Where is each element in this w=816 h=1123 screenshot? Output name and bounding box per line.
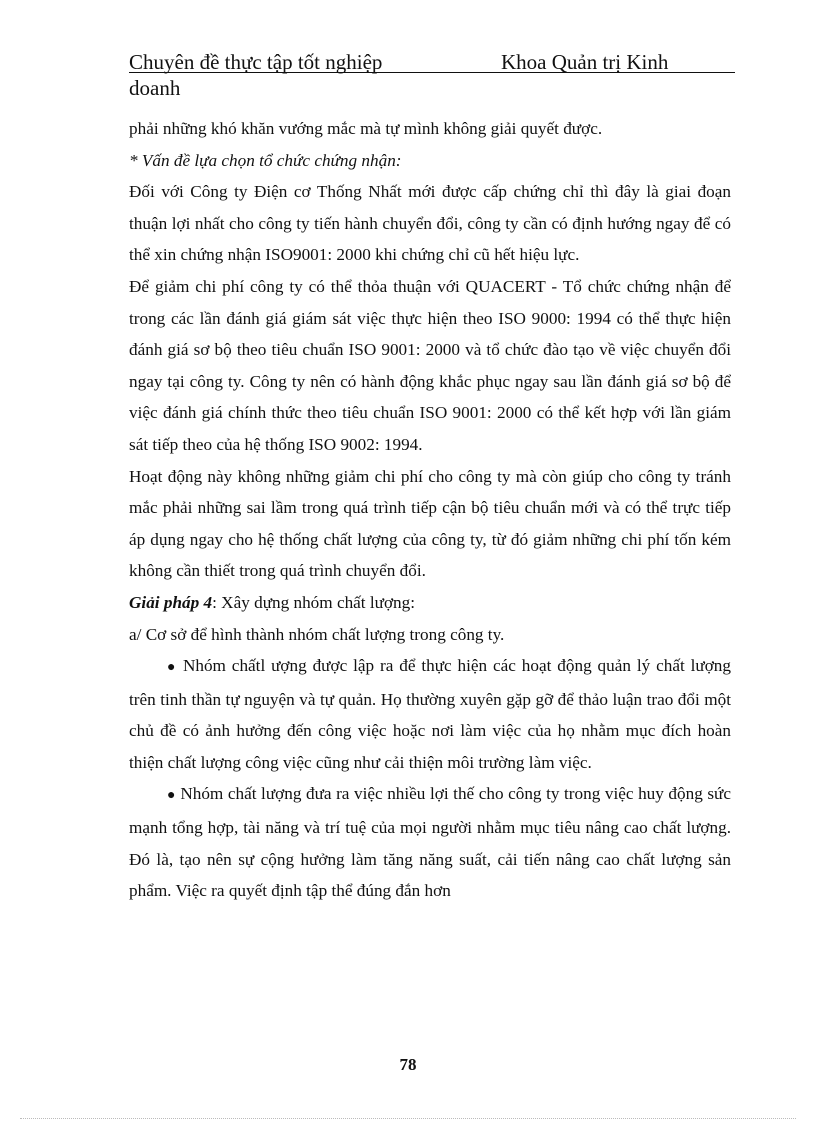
bullet-text: Nhóm chấtl ượng được lập ra để thực hiện các hoạt động quản lý chất lượng trên tinh thần tự nguyện và tự quản. Họ thường xuyên gặp gỡ để thảo luận trao đổi một chủ đề có ảnh hưởng đến công việc hoặc nơi làm việc của họ nhằm mục đích hoàn thiện chất lượng công việc cũng như cải thiện môi trường làm việc. — [129, 656, 731, 772]
paragraph: Đối với Công ty Điện cơ Thống Nhất mới được cấp chứng chỉ thì đây là giai đoạn thuận lợi nhất cho công ty tiến hành chuyển đổi, công ty cần có định hướng ngay để có thể xin chứng nhận ISO9001: 2000 khi chứng chỉ cũ hết hiệu lực. — [129, 182, 731, 265]
section-heading: * Vấn đề lựa chọn tổ chức chứng nhận: — [129, 150, 402, 170]
page-number: 78 — [399, 1055, 417, 1074]
bullet-icon: ● — [167, 660, 178, 676]
solution-text: : Xây dựng nhóm chất lượng: — [212, 592, 416, 612]
bullet-item — [129, 778, 731, 906]
document-body — [129, 113, 731, 907]
header-continuation: doanh — [129, 76, 181, 100]
header-title-right: Khoa Quản trị Kinh — [501, 50, 669, 74]
bullet-text: Nhóm chất lượng đưa ra việc nhiều lợi thế cho công ty trong việc huy động sức mạnh tổng hợp, tài năng và trí tuệ của mọi người nhằm mục tiêu nâng cao chất lượng. Đó là, tạo nên sự cộng hưởng làm tăng năng suất, cải tiến nâng cao chất lượng sản phẩm. Việc ra quyết định tập thể đúng đắn hơn — [129, 784, 732, 901]
header-underline — [129, 72, 735, 73]
paragraph: Để giảm chi phí công ty có thể thỏa thuận với QUACERT - Tổ chức chứng nhận để trong các lần đánh giá giám sát việc thực hiện theo ISO 9000: 1994 có thể thực hiện đánh giá sơ bộ theo tiêu chuẩn ISO 9001: 2000 và tổ chức đào tạo về việc chuyển đổi ngay tại công ty. Công ty nên có hành động khắc phục ngay sau lần đánh giá sơ bộ để việc đánh giá chính thức theo tiêu chuẩn ISO 9001: 2000 có thể kết hợp với lần giám sát tiếp theo của hệ thống ISO 9002: 1994. — [129, 276, 731, 454]
page-header — [129, 50, 735, 100]
solution-label: Giải pháp 4 — [129, 592, 213, 612]
subheading: a/ Cơ sở để hình thành nhóm chất lượng trong công ty. — [129, 624, 505, 644]
page-bottom-divider — [20, 1118, 796, 1119]
paragraph: Hoạt động này không những giảm chi phí cho công ty mà còn giúp cho công ty tránh mắc phải những sai lầm trong quá trình tiếp cận bộ tiêu chuẩn mới và có thể trực tiếp áp dụng ngay cho hệ thống chất lượng của công ty, từ đó giảm những chi phí tốn kém không cần thiết trong quá trình chuyển đổi. — [129, 466, 731, 581]
solution-heading — [129, 587, 731, 619]
paragraph: phải những khó khăn vướng mắc mà tự mình không giải quyết được. — [129, 119, 603, 138]
bullet-item — [129, 650, 731, 778]
bullet-icon: ● — [167, 788, 176, 804]
header-title-left: Chuyên đề thực tập tốt nghiệp — [129, 50, 383, 74]
